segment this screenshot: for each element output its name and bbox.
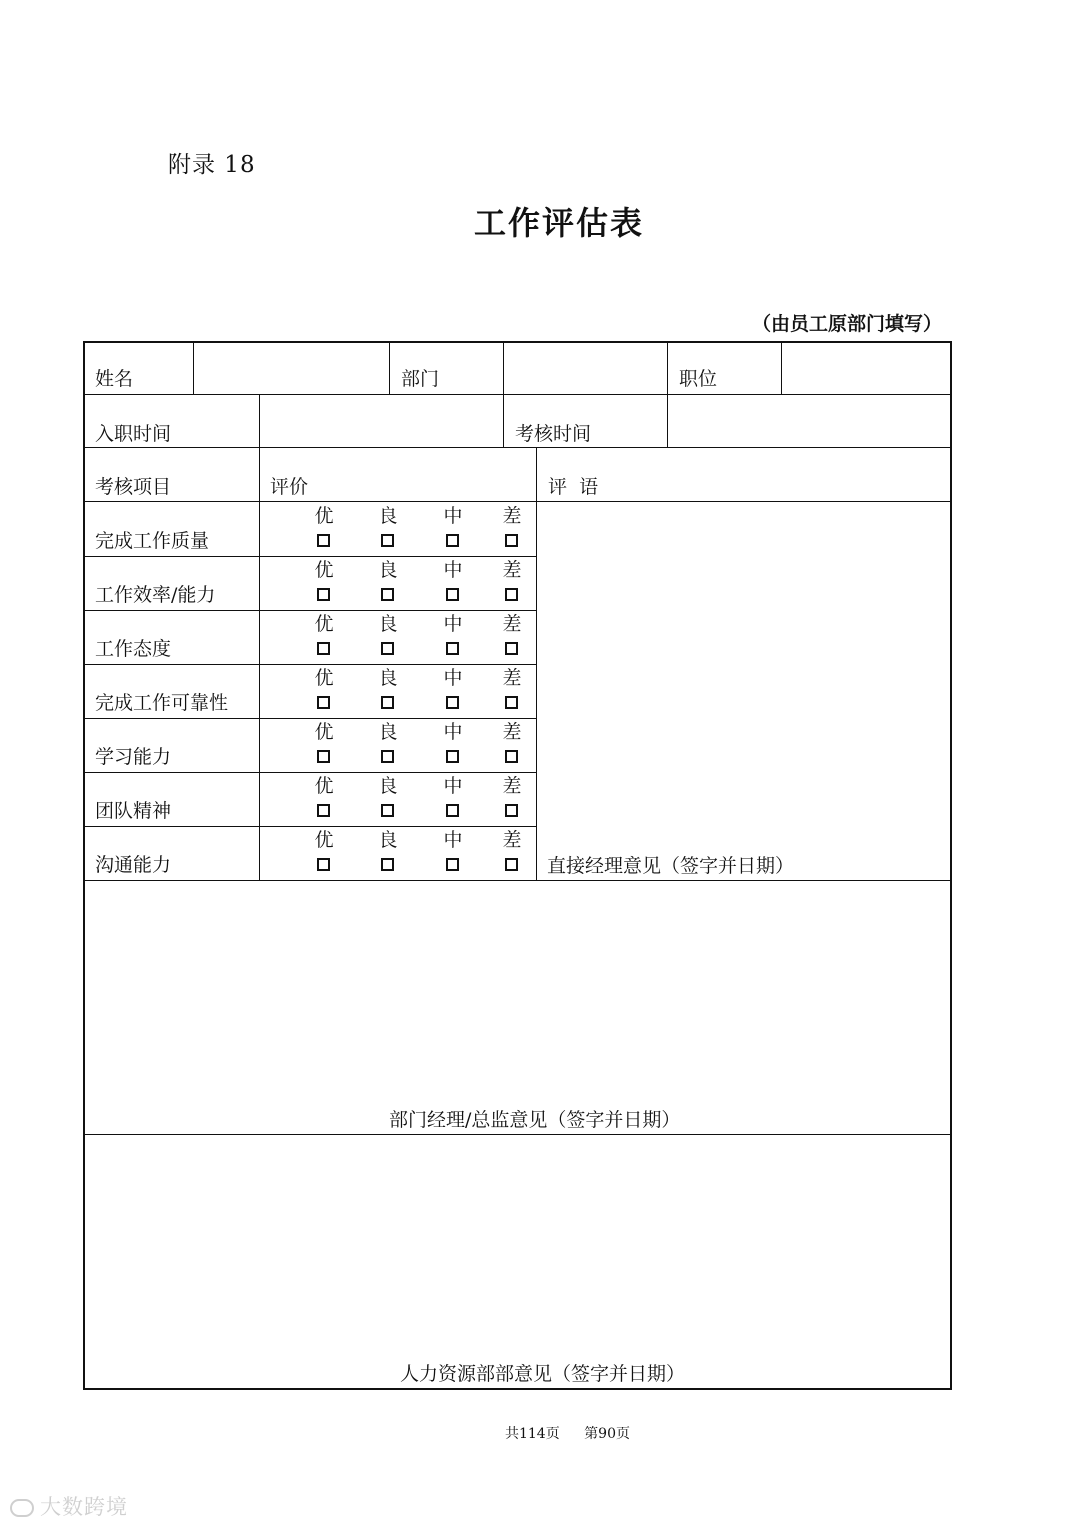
grade-label: 中 <box>443 613 463 635</box>
grade-label: 良 <box>378 829 398 851</box>
grade-checkbox[interactable] <box>446 804 459 817</box>
row-divider <box>83 664 536 665</box>
grade-label: 中 <box>443 775 463 797</box>
grade-label: 良 <box>378 613 398 635</box>
grade-checkbox[interactable] <box>317 804 330 817</box>
position-field[interactable] <box>784 344 949 392</box>
row-divider <box>83 501 952 502</box>
comment-header: 评 语 <box>548 476 599 498</box>
grade-checkbox[interactable] <box>317 534 330 547</box>
row-divider <box>83 772 536 773</box>
hr-opinion-label: 人力资源部部意见（签字并日期） <box>400 1363 686 1385</box>
grade-label: 优 <box>314 775 334 797</box>
rating-header: 评价 <box>270 476 309 498</box>
row-divider <box>83 447 952 448</box>
review-date-field[interactable] <box>670 397 949 445</box>
column-divider <box>536 447 537 880</box>
hire-date-field[interactable] <box>262 397 501 445</box>
grade-checkbox[interactable] <box>381 858 394 871</box>
grade-checkbox[interactable] <box>317 858 330 871</box>
dept-manager-opinion-label: 部门经理/总监意见（签字并日期） <box>389 1109 681 1131</box>
grade-label: 优 <box>314 829 334 851</box>
grade-label: 中 <box>443 667 463 689</box>
items-header: 考核项目 <box>95 476 172 498</box>
grade-label: 差 <box>502 721 522 743</box>
watermark-logo-icon <box>10 1499 34 1517</box>
grade-label: 良 <box>378 505 398 527</box>
grade-label: 优 <box>314 559 334 581</box>
grade-checkbox[interactable] <box>446 534 459 547</box>
hire-date-label: 入职时间 <box>95 423 172 445</box>
grade-label: 中 <box>443 721 463 743</box>
grade-label: 良 <box>378 775 398 797</box>
evaluation-item-label: 完成工作质量 <box>95 530 210 552</box>
grade-checkbox[interactable] <box>505 696 518 709</box>
column-divider <box>781 341 782 394</box>
total-pages: 共114页 <box>504 1426 560 1442</box>
department-field[interactable] <box>506 344 665 392</box>
current-page: 第90页 <box>584 1426 630 1442</box>
evaluation-item-label: 工作态度 <box>95 638 172 660</box>
grade-label: 优 <box>314 613 334 635</box>
row-divider <box>83 556 536 557</box>
appendix-label: 附录 18 <box>168 152 256 178</box>
grade-checkbox[interactable] <box>446 696 459 709</box>
evaluation-item-label: 学习能力 <box>95 746 172 768</box>
grade-checkbox[interactable] <box>317 750 330 763</box>
grade-checkbox[interactable] <box>381 534 394 547</box>
evaluation-item-label: 沟通能力 <box>95 854 172 876</box>
row-divider <box>83 880 952 881</box>
grade-label: 良 <box>378 667 398 689</box>
grade-checkbox[interactable] <box>317 696 330 709</box>
grade-checkbox[interactable] <box>381 642 394 655</box>
fill-instruction-note: （由员工原部门填写） <box>751 313 942 335</box>
grade-checkbox[interactable] <box>381 750 394 763</box>
grade-checkbox[interactable] <box>317 588 330 601</box>
department-label: 部门 <box>401 368 440 390</box>
grade-checkbox[interactable] <box>446 588 459 601</box>
grade-checkbox[interactable] <box>446 642 459 655</box>
grade-label: 优 <box>314 505 334 527</box>
grade-label: 优 <box>314 667 334 689</box>
grade-checkbox[interactable] <box>505 534 518 547</box>
position-label: 职位 <box>679 368 718 390</box>
comment-field[interactable] <box>539 504 949 844</box>
hr-opinion-field[interactable] <box>86 1137 949 1359</box>
row-divider <box>83 394 952 395</box>
column-divider <box>503 341 504 447</box>
row-divider <box>83 826 536 827</box>
dept-manager-opinion-field[interactable] <box>86 883 949 1103</box>
grade-checkbox[interactable] <box>446 750 459 763</box>
grade-label: 差 <box>502 667 522 689</box>
evaluation-item-label: 工作效率/能力 <box>95 584 216 606</box>
evaluation-item-label: 完成工作可靠性 <box>95 692 229 714</box>
row-divider <box>83 610 536 611</box>
column-divider <box>389 341 390 394</box>
watermark <box>10 1491 128 1521</box>
grade-label: 优 <box>314 721 334 743</box>
grade-checkbox[interactable] <box>505 750 518 763</box>
grade-checkbox[interactable] <box>381 696 394 709</box>
grade-label: 差 <box>502 613 522 635</box>
grade-checkbox[interactable] <box>381 588 394 601</box>
grade-label: 良 <box>378 559 398 581</box>
grade-label: 良 <box>378 721 398 743</box>
row-divider <box>83 1134 952 1135</box>
grade-checkbox[interactable] <box>446 858 459 871</box>
form-title: 工作评估表 <box>473 204 644 242</box>
grade-checkbox[interactable] <box>505 642 518 655</box>
grade-checkbox[interactable] <box>381 804 394 817</box>
column-divider <box>193 341 194 394</box>
review-date-label: 考核时间 <box>515 423 592 445</box>
row-divider <box>83 718 536 719</box>
grade-checkbox[interactable] <box>505 588 518 601</box>
grade-checkbox[interactable] <box>505 804 518 817</box>
grade-label: 差 <box>502 775 522 797</box>
column-divider <box>667 341 668 447</box>
name-field[interactable] <box>196 344 387 392</box>
evaluation-item-label: 团队精神 <box>95 800 172 822</box>
grade-label: 中 <box>443 829 463 851</box>
grade-label: 差 <box>502 559 522 581</box>
grade-checkbox[interactable] <box>317 642 330 655</box>
grade-label: 差 <box>502 829 522 851</box>
grade-label: 差 <box>502 505 522 527</box>
grade-checkbox[interactable] <box>505 858 518 871</box>
watermark-text: 大数跨境 <box>40 1495 128 1519</box>
page-footer <box>0 1423 1080 1443</box>
manager-opinion-label: 直接经理意见（签字并日期） <box>547 855 795 877</box>
grade-label: 中 <box>443 559 463 581</box>
grade-label: 中 <box>443 505 463 527</box>
column-divider <box>259 394 260 880</box>
name-label: 姓名 <box>95 368 134 390</box>
